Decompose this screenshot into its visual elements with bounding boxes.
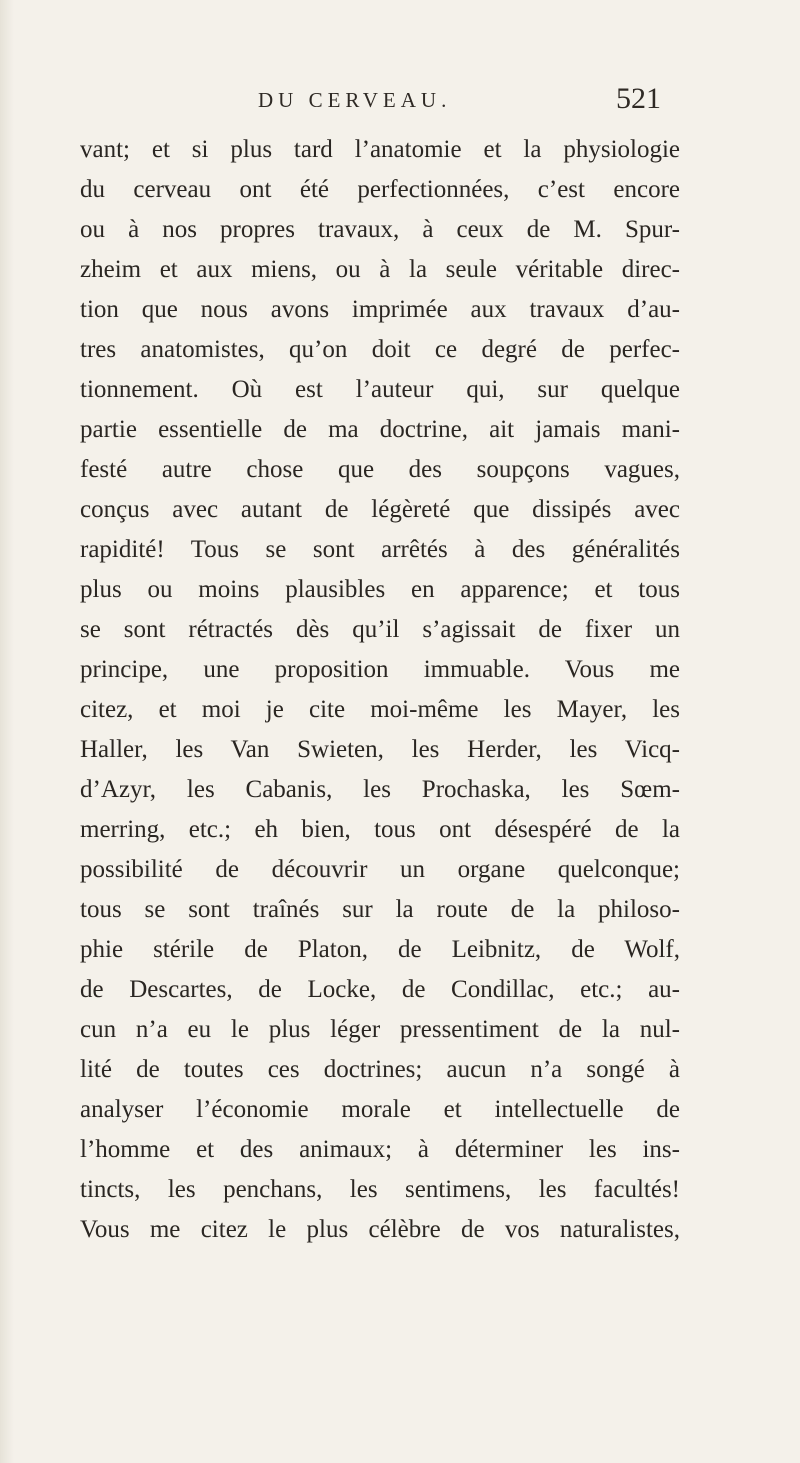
text-line: de Descartes, de Locke, de Condillac, etc.; au-: [80, 976, 680, 1003]
running-title: DU CERVEAU.: [258, 88, 452, 112]
text-line: merring, etc.; eh bien, tous ont désespéré de la: [80, 816, 680, 843]
text-line: se sont rétractés dès qu’il s’agissait de fixer un: [80, 616, 680, 643]
text-line: Haller, les Van Swieten, les Herder, les Vicq-: [80, 736, 680, 763]
text-line: zheim et aux miens, ou à la seule véritable direc-: [80, 256, 680, 283]
text-line: ou à nos propres travaux, à ceux de M. Spur-: [80, 216, 680, 243]
text-line: tous se sont traînés sur la route de la philoso-: [80, 896, 680, 923]
text-line: Vous me citez le plus célèbre de vos naturalistes,: [80, 1216, 680, 1243]
text-line: partie essentielle de ma doctrine, ait jamais mani-: [80, 416, 680, 443]
text-line: rapidité! Tous se sont arrêtés à des généralités: [80, 536, 680, 563]
text-line: l’homme et des animaux; à déterminer les ins-: [80, 1136, 680, 1163]
text-line: analyser l’économie morale et intellectuelle de: [80, 1096, 680, 1123]
body-text: [80, 130, 680, 1250]
text-line: citez, et moi je cite moi-même les Mayer, les: [80, 696, 680, 723]
text-line: du cerveau ont été perfectionnées, c’est encore: [80, 176, 680, 203]
text-line: conçus avec autant de légèreté que dissipés avec: [80, 496, 680, 523]
text-line: tincts, les penchans, les sentimens, les facultés!: [80, 1176, 680, 1203]
text-line: plus ou moins plausibles en apparence; et tous: [80, 576, 680, 603]
text-line: cun n’a eu le plus léger pressentiment de la nul-: [80, 1016, 680, 1043]
text-line: possibilité de découvrir un organe quelconque;: [80, 856, 680, 883]
text-line: tres anatomistes, qu’on doit ce degré de perfec-: [80, 336, 680, 363]
page-header: [0, 82, 800, 122]
text-line: tionnement. Où est l’auteur qui, sur quelque: [80, 376, 680, 403]
text-line: festé autre chose que des soupçons vagues,: [80, 456, 680, 483]
page-number: 521: [616, 82, 661, 115]
text-line: lité de toutes ces doctrines; aucun n’a songé à: [80, 1056, 680, 1083]
text-line: vant; et si plus tard l’anatomie et la physiologie: [80, 136, 680, 163]
page-gutter-shadow: [0, 0, 14, 1463]
text-line: tion que nous avons imprimée aux travaux d’au-: [80, 296, 680, 323]
text-line: d’Azyr, les Cabanis, les Prochaska, les Sœm-: [80, 776, 680, 803]
text-line: principe, une proposition immuable. Vous me: [80, 656, 680, 683]
text-line: phie stérile de Platon, de Leibnitz, de Wolf,: [80, 936, 680, 963]
